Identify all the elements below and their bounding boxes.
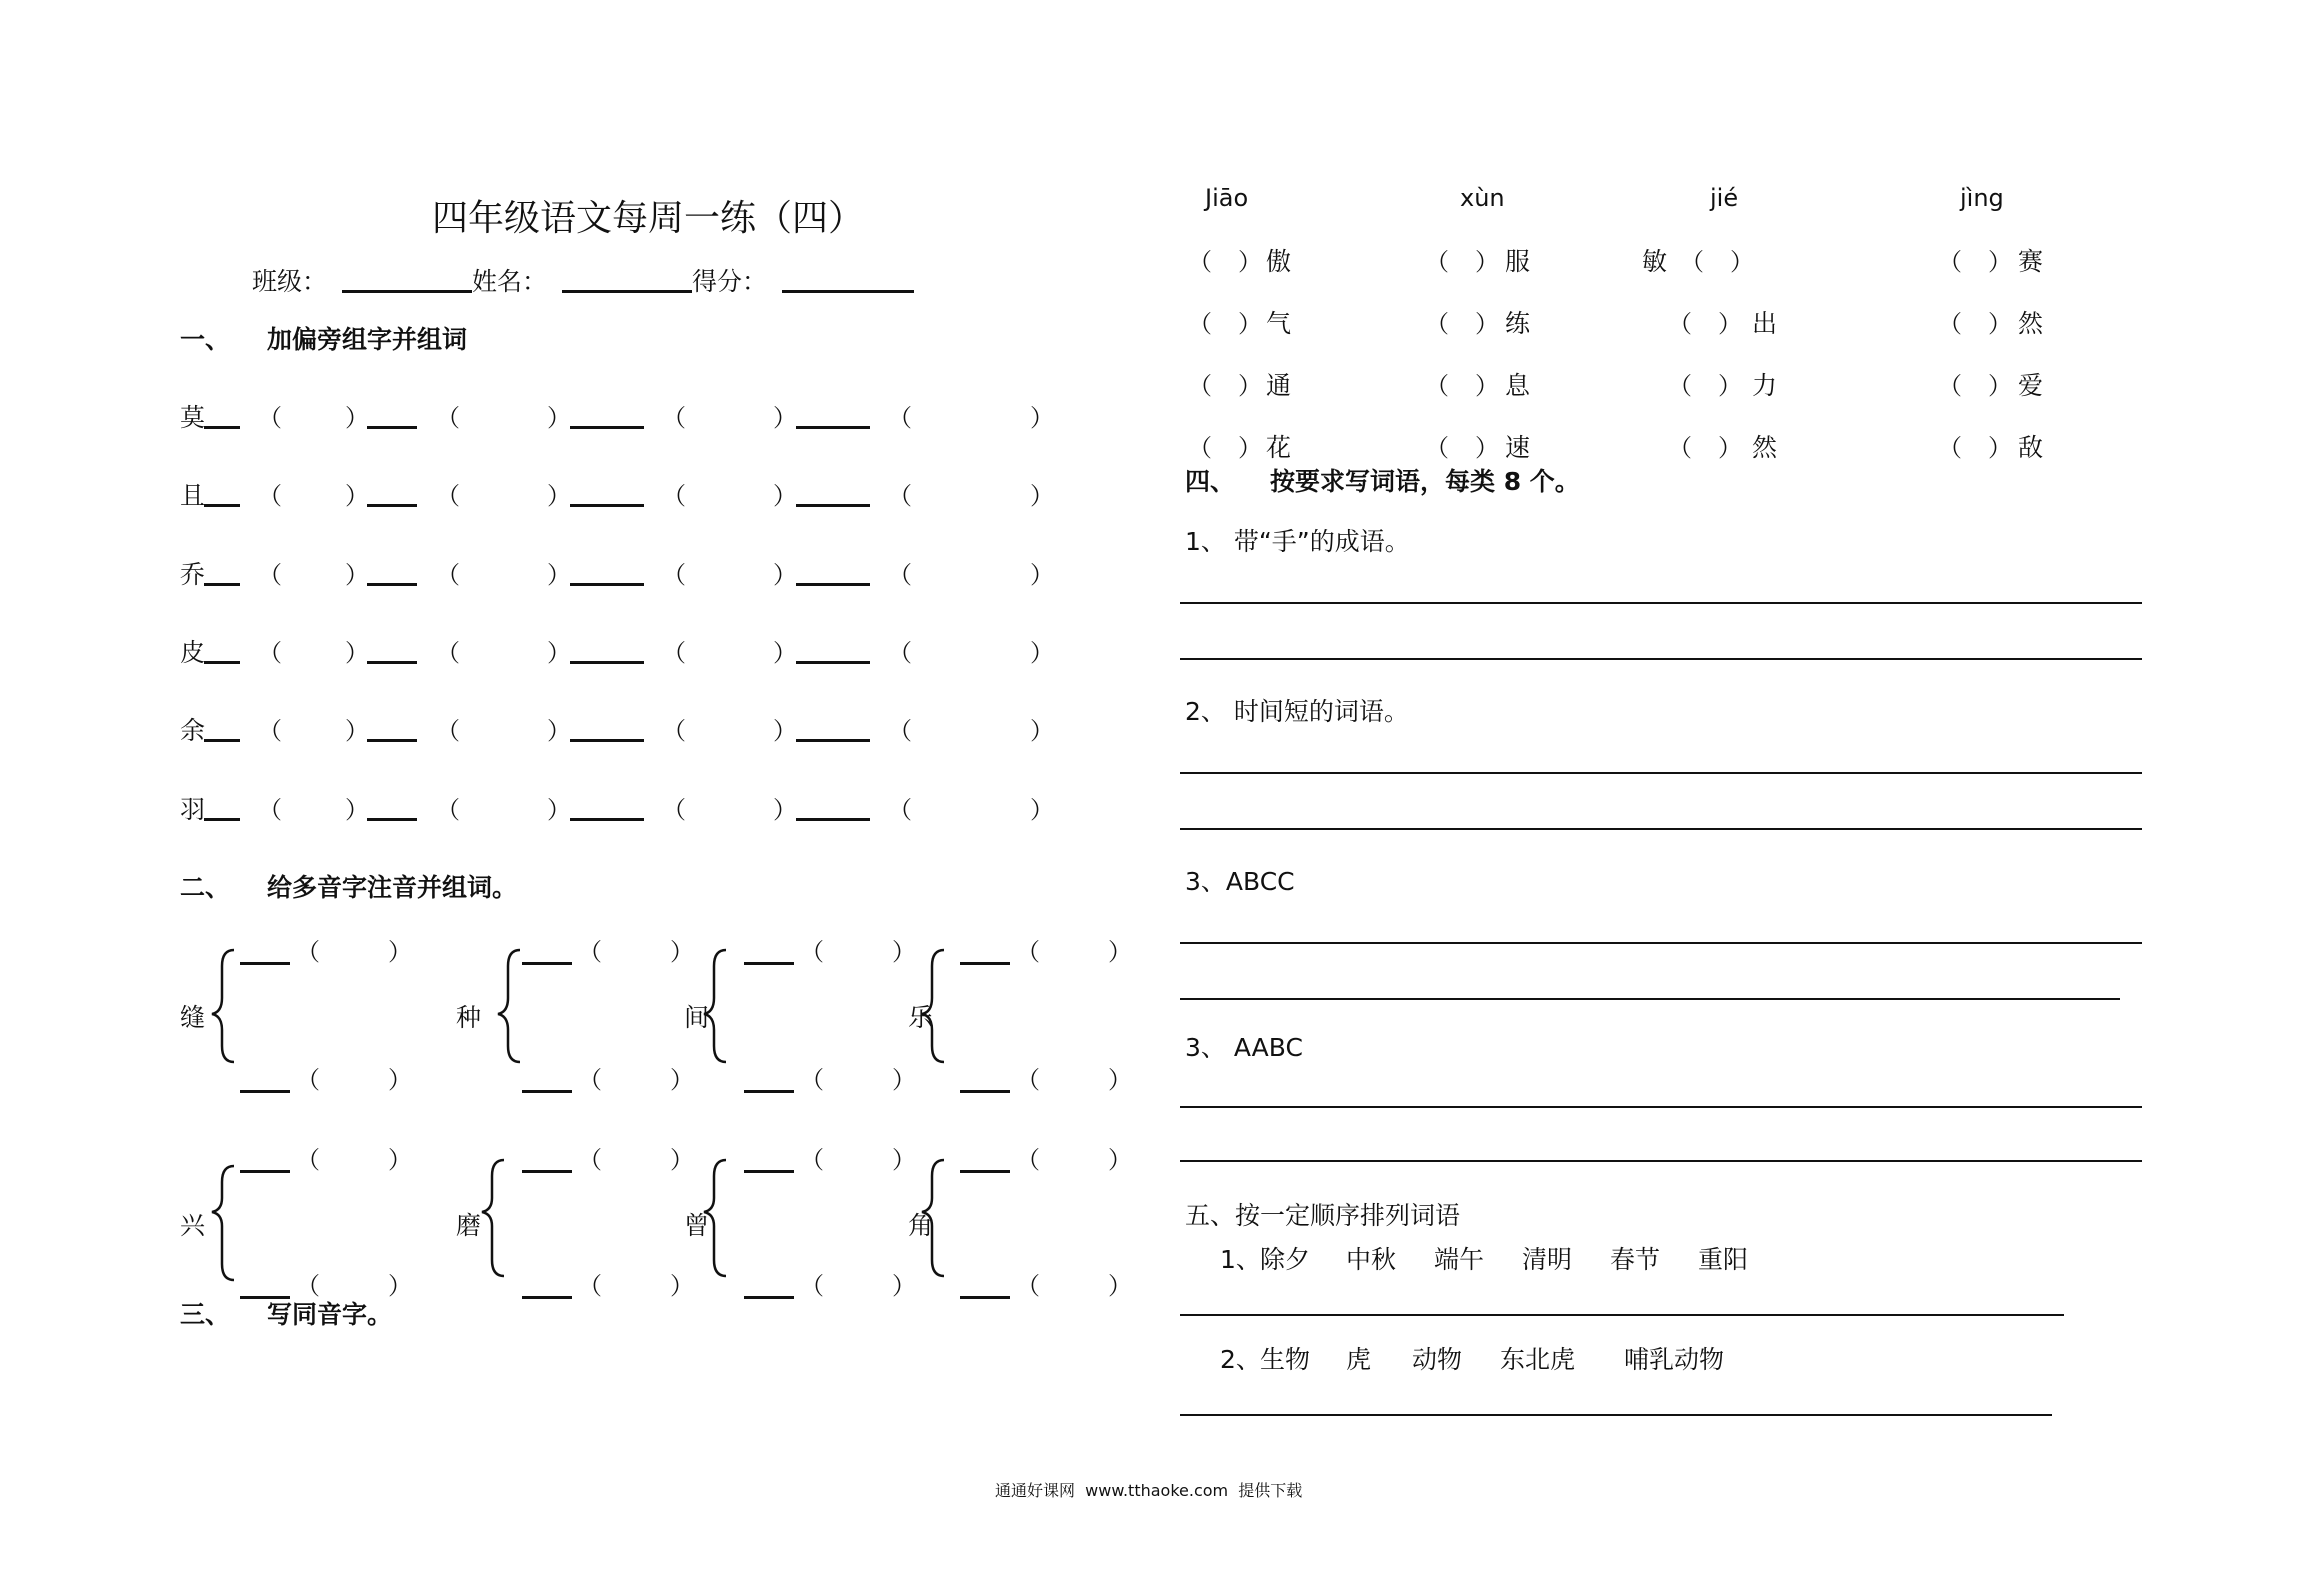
part1-char: 莫	[180, 403, 206, 432]
answer-line[interactable]	[1180, 1414, 2052, 1416]
open-paren: （	[258, 482, 282, 510]
pinyin-label: jìng	[1960, 184, 2004, 212]
word-item: 除夕	[1260, 1245, 1311, 1274]
close-paren: ）	[547, 639, 571, 667]
part4-item-4: 3、 AABC	[1185, 1033, 1303, 1062]
part1-number: 一、	[180, 325, 231, 354]
class-label: 班级：	[252, 267, 328, 296]
open-paren: （	[436, 482, 460, 510]
open-paren: （	[888, 482, 912, 510]
polyphone-char: 角	[908, 1211, 934, 1240]
close-paren: ）	[345, 717, 369, 745]
part1-char: 皮	[180, 638, 206, 667]
close-paren: ）	[547, 482, 571, 510]
homophone-char: 花	[1266, 433, 1292, 462]
homophone-char: 练	[1505, 309, 1531, 338]
open-paren: （	[296, 938, 320, 966]
open-paren: （	[662, 482, 686, 510]
blank-field[interactable]	[960, 962, 1010, 965]
blank-field[interactable]	[240, 1170, 290, 1173]
word-item: 生物	[1260, 1345, 1311, 1374]
word-item: 东北虎	[1500, 1345, 1576, 1374]
close-paren: ）	[1030, 796, 1054, 824]
word-item: 动物	[1412, 1345, 1463, 1374]
close-paren: ）	[547, 796, 571, 824]
open-paren: （	[1016, 1066, 1040, 1094]
open-paren: （	[1938, 248, 1962, 276]
part5-item1-number: 1、	[1220, 1245, 1261, 1274]
close-paren: ）	[773, 482, 797, 510]
open-paren: （	[258, 639, 282, 667]
pinyin-label: Jiāo	[1205, 184, 1249, 212]
open-paren: （	[258, 561, 282, 589]
blank-field[interactable]	[240, 962, 290, 965]
close-paren: ）	[892, 938, 916, 966]
open-paren: （	[258, 717, 282, 745]
homophone-char: 速	[1505, 433, 1531, 462]
close-paren: ）	[345, 561, 369, 589]
answer-line[interactable]	[1180, 1314, 2064, 1316]
close-paren: ）	[345, 796, 369, 824]
word-item: 端午	[1434, 1245, 1485, 1274]
part1-char: 羽	[180, 795, 206, 824]
close-paren: ）	[1988, 434, 2012, 462]
homophone-char: 爱	[2018, 371, 2044, 400]
open-paren: （	[1188, 434, 1212, 462]
part4-item-3: 3、ABCC	[1185, 867, 1295, 896]
part4-item-2: 2、 时间短的词语。	[1185, 697, 1409, 726]
part5-item2-number: 2、	[1220, 1345, 1261, 1374]
blank-field[interactable]	[744, 1170, 794, 1173]
close-paren: ）	[773, 404, 797, 432]
homophone-char: 赛	[2018, 247, 2044, 276]
answer-line[interactable]	[1180, 942, 2142, 944]
open-paren: （	[258, 404, 282, 432]
blank-field[interactable]	[522, 962, 572, 965]
word-item: 中秋	[1346, 1245, 1397, 1274]
open-paren: （	[1016, 1146, 1040, 1174]
part4-number: 四、	[1185, 467, 1236, 496]
open-paren: （	[1938, 434, 1962, 462]
blank-field[interactable]	[960, 1170, 1010, 1173]
close-paren: ）	[773, 639, 797, 667]
word-item: 虎	[1346, 1345, 1372, 1374]
blank-field[interactable]	[522, 1090, 572, 1093]
polyphone-char: 磨	[456, 1211, 482, 1240]
blank-field[interactable]	[522, 1170, 572, 1173]
part1-char: 余	[180, 716, 206, 745]
close-paren: ）	[1475, 434, 1499, 462]
open-paren: （	[662, 717, 686, 745]
close-paren: ）	[345, 482, 369, 510]
close-paren: ）	[1475, 310, 1499, 338]
polyphone-char: 间	[684, 1003, 710, 1032]
close-paren: ）	[892, 1066, 916, 1094]
close-paren: ）	[670, 938, 694, 966]
open-paren: （	[1425, 372, 1449, 400]
part3-heading: 写同音字。	[267, 1300, 393, 1329]
part1-heading: 加偏旁组字并组词	[267, 325, 468, 354]
close-paren: ）	[1718, 310, 1742, 338]
close-paren: ）	[1030, 639, 1054, 667]
close-paren: ）	[773, 796, 797, 824]
close-paren: ）	[1475, 372, 1499, 400]
open-paren: （	[296, 1272, 320, 1300]
blank-field[interactable]	[522, 1296, 572, 1299]
open-paren: （	[888, 639, 912, 667]
answer-line[interactable]	[1180, 772, 2142, 774]
blank-field[interactable]	[960, 1090, 1010, 1093]
open-paren: （	[1938, 310, 1962, 338]
open-paren: （	[1680, 248, 1704, 276]
page-title: 四年级语文每周一练（四）	[432, 198, 865, 239]
close-paren: ）	[388, 1146, 412, 1174]
open-paren: （	[888, 404, 912, 432]
footer-text: 通通好课网 www.tthaoke.com 提供下载	[995, 1481, 1303, 1500]
close-paren: ）	[1238, 310, 1262, 338]
part4-heading: 按要求写词语，每类 8 个。	[1270, 467, 1580, 496]
close-paren: ）	[1238, 434, 1262, 462]
open-paren: （	[436, 717, 460, 745]
score-label: 得分：	[692, 267, 768, 296]
homophone-char: 服	[1505, 247, 1531, 276]
open-paren: （	[662, 639, 686, 667]
close-paren: ）	[892, 1272, 916, 1300]
close-paren: ）	[1108, 1066, 1132, 1094]
homophone-char: 敏	[1642, 247, 1668, 276]
close-paren: ）	[388, 938, 412, 966]
blank-field[interactable]	[960, 1296, 1010, 1299]
open-paren: （	[296, 1146, 320, 1174]
polyphone-char: 曾	[684, 1211, 710, 1240]
word-item: 清明	[1522, 1245, 1573, 1274]
answer-line[interactable]	[1180, 602, 2142, 604]
open-paren: （	[1425, 310, 1449, 338]
close-paren: ）	[388, 1066, 412, 1094]
open-paren: （	[1188, 310, 1212, 338]
close-paren: ）	[1730, 248, 1754, 276]
part2-heading: 给多音字注音并组词。	[267, 873, 518, 902]
close-paren: ）	[1988, 248, 2012, 276]
open-paren: （	[1016, 938, 1040, 966]
close-paren: ）	[773, 561, 797, 589]
word-item: 哺乳动物	[1624, 1345, 1725, 1374]
open-paren: （	[1668, 434, 1692, 462]
answer-line[interactable]	[1180, 1160, 2142, 1162]
open-paren: （	[436, 561, 460, 589]
homophone-char: 然	[1752, 433, 1778, 462]
homophone-char: 出	[1752, 309, 1778, 338]
blank-field[interactable]	[240, 1090, 290, 1093]
blank-field[interactable]	[744, 962, 794, 965]
close-paren: ）	[345, 639, 369, 667]
answer-line[interactable]	[1180, 828, 2142, 830]
close-paren: ）	[1108, 1272, 1132, 1300]
close-paren: ）	[1238, 248, 1262, 276]
open-paren: （	[436, 796, 460, 824]
open-paren: （	[662, 796, 686, 824]
close-paren: ）	[1030, 561, 1054, 589]
open-paren: （	[888, 561, 912, 589]
pinyin-label: jié	[1710, 184, 1739, 212]
open-paren: （	[800, 938, 824, 966]
close-paren: ）	[1108, 1146, 1132, 1174]
close-paren: ）	[670, 1146, 694, 1174]
polyphone-char: 种	[456, 1003, 482, 1032]
open-paren: （	[1188, 372, 1212, 400]
answer-line[interactable]	[1180, 998, 2120, 1000]
close-paren: ）	[1718, 372, 1742, 400]
polyphone-char: 兴	[180, 1211, 206, 1240]
homophone-char: 气	[1266, 309, 1292, 338]
open-paren: （	[1668, 372, 1692, 400]
homophone-char: 力	[1752, 371, 1778, 400]
close-paren: ）	[388, 1272, 412, 1300]
polyphone-char: 缝	[180, 1003, 206, 1032]
open-paren: （	[800, 1272, 824, 1300]
open-paren: （	[578, 1146, 602, 1174]
part1-char: 且	[180, 481, 206, 510]
homophone-char: 敌	[2018, 433, 2044, 462]
blank-field[interactable]	[744, 1090, 794, 1093]
close-paren: ）	[1030, 717, 1054, 745]
open-paren: （	[800, 1146, 824, 1174]
close-paren: ）	[1475, 248, 1499, 276]
close-paren: ）	[1030, 482, 1054, 510]
close-paren: ）	[547, 717, 571, 745]
close-paren: ）	[345, 404, 369, 432]
name-label: 姓名：	[472, 267, 548, 296]
open-paren: （	[888, 717, 912, 745]
blank-field[interactable]	[744, 1296, 794, 1299]
pinyin-label: xùn	[1460, 184, 1505, 212]
open-paren: （	[1016, 1272, 1040, 1300]
close-paren: ）	[670, 1272, 694, 1300]
homophone-char: 通	[1266, 371, 1292, 400]
part5-heading: 五、按一定顺序排列词语	[1185, 1201, 1461, 1230]
open-paren: （	[296, 1066, 320, 1094]
open-paren: （	[1188, 248, 1212, 276]
close-paren: ）	[1988, 372, 2012, 400]
word-item: 重阳	[1698, 1245, 1749, 1274]
homophone-char: 息	[1505, 371, 1531, 400]
part3-number: 三、	[180, 1300, 231, 1329]
close-paren: ）	[1108, 938, 1132, 966]
open-paren: （	[1668, 310, 1692, 338]
close-paren: ）	[773, 717, 797, 745]
open-paren: （	[662, 561, 686, 589]
open-paren: （	[578, 1066, 602, 1094]
close-paren: ）	[892, 1146, 916, 1174]
close-paren: ）	[547, 561, 571, 589]
close-paren: ）	[547, 404, 571, 432]
open-paren: （	[578, 938, 602, 966]
close-paren: ）	[1718, 434, 1742, 462]
open-paren: （	[662, 404, 686, 432]
answer-line[interactable]	[1180, 1106, 2142, 1108]
homophone-char: 然	[2018, 309, 2044, 338]
part4-item-1: 1、 带“手”的成语。	[1185, 527, 1410, 556]
polyphone-char: 乐	[908, 1003, 934, 1032]
open-paren: （	[1938, 372, 1962, 400]
close-paren: ）	[1988, 310, 2012, 338]
close-paren: ）	[670, 1066, 694, 1094]
word-item: 春节	[1610, 1245, 1661, 1274]
open-paren: （	[1425, 434, 1449, 462]
open-paren: （	[578, 1272, 602, 1300]
open-paren: （	[888, 796, 912, 824]
answer-line[interactable]	[1180, 658, 2142, 660]
open-paren: （	[436, 404, 460, 432]
open-paren: （	[258, 796, 282, 824]
part1-char: 乔	[180, 560, 206, 589]
open-paren: （	[800, 1066, 824, 1094]
open-paren: （	[436, 639, 460, 667]
close-paren: ）	[1030, 404, 1054, 432]
close-paren: ）	[1238, 372, 1262, 400]
open-paren: （	[1425, 248, 1449, 276]
part2-number: 二、	[180, 873, 231, 902]
homophone-char: 傲	[1266, 247, 1292, 276]
